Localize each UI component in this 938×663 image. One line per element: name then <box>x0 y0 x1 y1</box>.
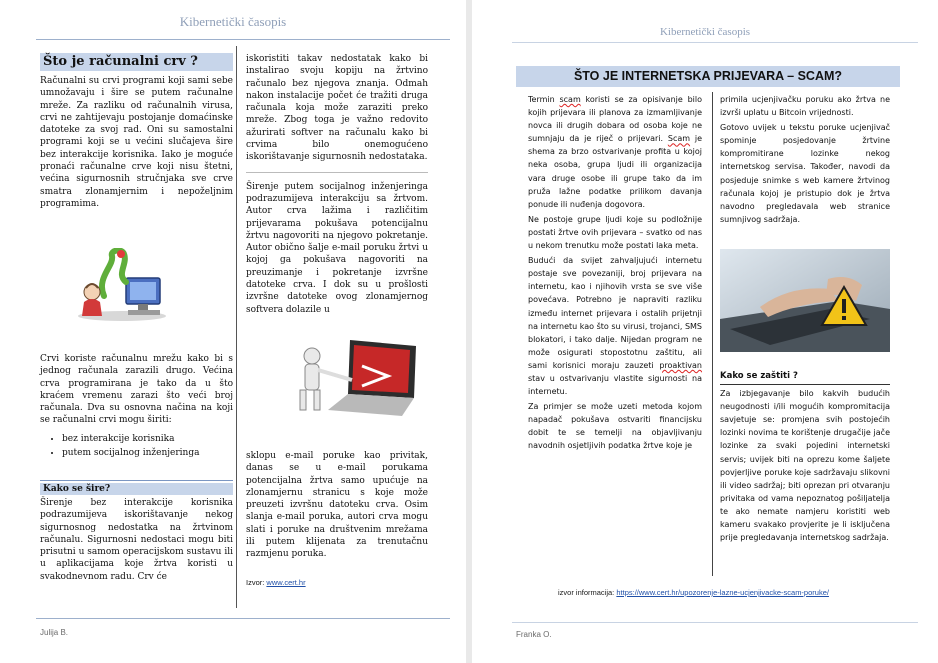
how-section <box>40 480 233 583</box>
right-header-rule <box>512 42 918 43</box>
computer-worm-illustration <box>74 248 170 322</box>
left-header: Kibernetički časopis <box>179 14 287 29</box>
text-span: Termin <box>528 95 560 104</box>
text-span: stav u ostvarivanju vlastite sigurnosti na internetu. <box>528 373 702 397</box>
internet-scams-paragraph <box>528 254 702 398</box>
source-link[interactable]: https://www.cert.hr/upozorenje-lazne-ucjenjivacke-scam-poruke/ <box>616 588 829 597</box>
section-rule <box>720 384 890 385</box>
scam-definition-paragraph <box>528 93 702 211</box>
right-source <box>558 588 829 597</box>
right-column-divider <box>712 92 713 576</box>
social-engineering-paragraph: Širenje putem socijalnog inženjeringa podrazumijeva interakciju sa žrtvom. Autor crva lažima i različitim prijevarama pokušava potencijalnu žrtvu nagovoriti na njegovo pokretanje. Autor obično šalje e-mail poruku žrtvi u kojoj ga pokušava nagovoriti na preuzimanje i pokretanje izvršne datoteke crva. I dok su u prošlosti izvršne datoteke ovog zlonamjernog softvera dolazile u <box>246 181 428 315</box>
left-header-rule <box>36 39 450 40</box>
left-column-2 <box>246 53 428 316</box>
right-footer-rule <box>512 622 918 623</box>
left-page <box>0 0 466 663</box>
email-paragraph: sklopu e-mail poruke kao privitak, danas se u e-mail porukama potencijalna žrtva samo upućuje na zlonamjernu stranicu s koje može preuzeti izvršnu datoteku crva. Osim slanja e-mail poruka, autori crva mogu slati i poruke na društvenim mrežama ili putem klijenata za trenutačnu razmjenu poruka. <box>246 451 428 560</box>
article-title: Što je računalni crv ? <box>40 53 233 71</box>
how-spread-paragraph: Širenje bez interakcije korisnika podrazumijeva iskorištavanje nekog sigurnosnog nedostatka na žrtvinom računalu. Sigurnosni nedostaci mogu biti prisutni u samom operacijskom sustavu ili u aplikacijama koje žrtva koristi u svakodnevnom radu. Crv će <box>40 498 233 582</box>
text-span: Scam <box>667 134 691 144</box>
text-span: je shema za brzo ostvarivanje profita u kojoj neka osoba, grupa ljudi ili organizacija vara druge osobe ili grupe tako da im pruža lažne podatke prilikom davanja ponude ili nuđenja dogovora. <box>528 134 702 209</box>
scam-article-title: ŠTO JE INTERNETSKA PRIJEVARA – SCAM? <box>516 66 900 87</box>
section-rule <box>246 172 428 173</box>
protection-section <box>720 370 890 546</box>
left-footer-author: Julija B. <box>40 628 69 637</box>
protection-heading: Kako se zaštiti ? <box>720 371 798 381</box>
right-column-1 <box>528 93 702 455</box>
text-span: proaktivan <box>659 360 702 370</box>
right-header: Kibernetički časopis <box>659 26 751 38</box>
how-spread-heading: Kako se šire? <box>40 483 233 495</box>
list-item: • putem socijalnog inženjeringa <box>62 447 233 459</box>
source-label: izvor informacija: <box>558 588 617 597</box>
right-column-2 <box>720 93 890 228</box>
protection-paragraph: Za izbjegavanje bilo kakvih budućih neugodnosti i/ili mogućih kompromitacija savjetuje se: promjena svih postojećih lozinki novima te korištenje drugačije jače lozinke za svaki pojedini internetski servis; uvijek biti na oprezu kome šaljete povjerljive poruke koje sadržavaju slikovni ili video sadržaj; biti oprezan pri otvaranju privitaka od vama nepoznatog pošiljatelja te ako nemate namjeru koristiti web kameru svakako provjerite je li isključena prije pregledavanja internetskog sadržaja. <box>720 389 890 543</box>
column-divider <box>236 46 237 608</box>
source-link[interactable]: www.cert.hr <box>266 578 306 587</box>
left-column-1 <box>40 53 233 210</box>
left-column-1-lower <box>40 353 233 461</box>
spread-paragraph: Crvi koriste računalnu mrežu kako bi s jednog računala zarazili drugo. Većina crva programirana je tako da u što kraćem vremenu zarazi što veći broj računala. Dva su osnovna načina na koji se računalni crvi mogu širiti: <box>40 354 233 426</box>
section-rule <box>40 480 233 481</box>
intro-paragraph: Računalni su crvi programi koji sami sebe umnožavaju i šire se putem računalne mreže. Za razliku od računalnih virusa, crvi ne zahtijevaju postojanje domaćinske datoteke za svoj rad. Oni su samostalni programi koji se u većini slučajeva šire bez interakcije korisnika. Iako je moguće pronaći računalne crve koji nisu štetni, većina sigurnosnih stručnjaka sve crve smatra zlonamjernim i nepoželjnim programima. <box>40 76 233 209</box>
right-footer-author: Franka O. <box>516 630 552 639</box>
exploit-paragraph: iskoristiti takav nedostatak kako bi instalirao svoju kopiju na žrtvino računalo bez njegova znanja. Odmah nakon instalacije počet će tražiti druga računala koja može zaraziti preko mreže. Zbog toga je važno redovito ažurirati softver na računalu kako bi crvima bilo onemogućeno iskorištavanje sigurnosnih nedostataka. <box>246 54 428 163</box>
source-label: Izvor: <box>246 578 267 587</box>
ransom-paragraph: primila ucjenjivačku poruku ako žrtva ne izvrši uplatu u Bitcoin vrijednosti. <box>720 95 890 118</box>
spread-methods-list <box>40 433 233 460</box>
victims-paragraph: Ne postoje grupe ljudi koje su podložnije postati žrtve ovih prijevara – svatko od nas u nekom trenutku može postati laka meta. <box>528 214 702 251</box>
text-span: scam <box>559 95 581 104</box>
example-paragraph: Za primjer se može uzeti metoda kojom napadač pokušava ostvariti financijsku dobit te se temelji na objavljivanju navodnih osjetljivih podatka žrtve koje je <box>528 402 702 451</box>
left-column-2-lower <box>246 450 428 561</box>
laptop-warning-photo <box>720 249 890 352</box>
laptop-attack-illustration <box>292 336 424 422</box>
right-page <box>472 0 938 663</box>
blackmail-paragraph: Gotovo uvijek u tekstu poruke ucjenjivač spominje posjedovanje žrtvine kompromitirane lozinke nekog internetskog servisa. Također, navodi da posjeduje snimke s web kamere žrtvinog računala kojoj je pristupio dok je žrtva navodno pregledavala web stranice sumnjivog sadržaja. <box>720 123 890 224</box>
text-span: koristi se za opisivanje bilo kojih prijevara ili planova za izmamljivanje novca ili drugih dobara od osoba koje ne sumnjaju da je riječ o prijevari. <box>528 95 702 144</box>
list-item: • bez interakcije korisnika <box>62 433 233 445</box>
text-span: Budući da svijet zahvaljujući internetu postaje sve povezaniji, broj prijevara na internetu, kao i njihovih vrsta se sve više povećava. Potrebno je napraviti razliku između internet prijevara i ostalih prijetnji na internetu kao što su virusi, trojanci, SMS blokatori, i tako dalje. Nijedan program ne može osigurati stopostotnu zaštitu, ali sami korisnici moraju zauzeti <box>528 256 703 370</box>
left-footer-rule <box>36 618 450 619</box>
left-source <box>246 578 306 587</box>
